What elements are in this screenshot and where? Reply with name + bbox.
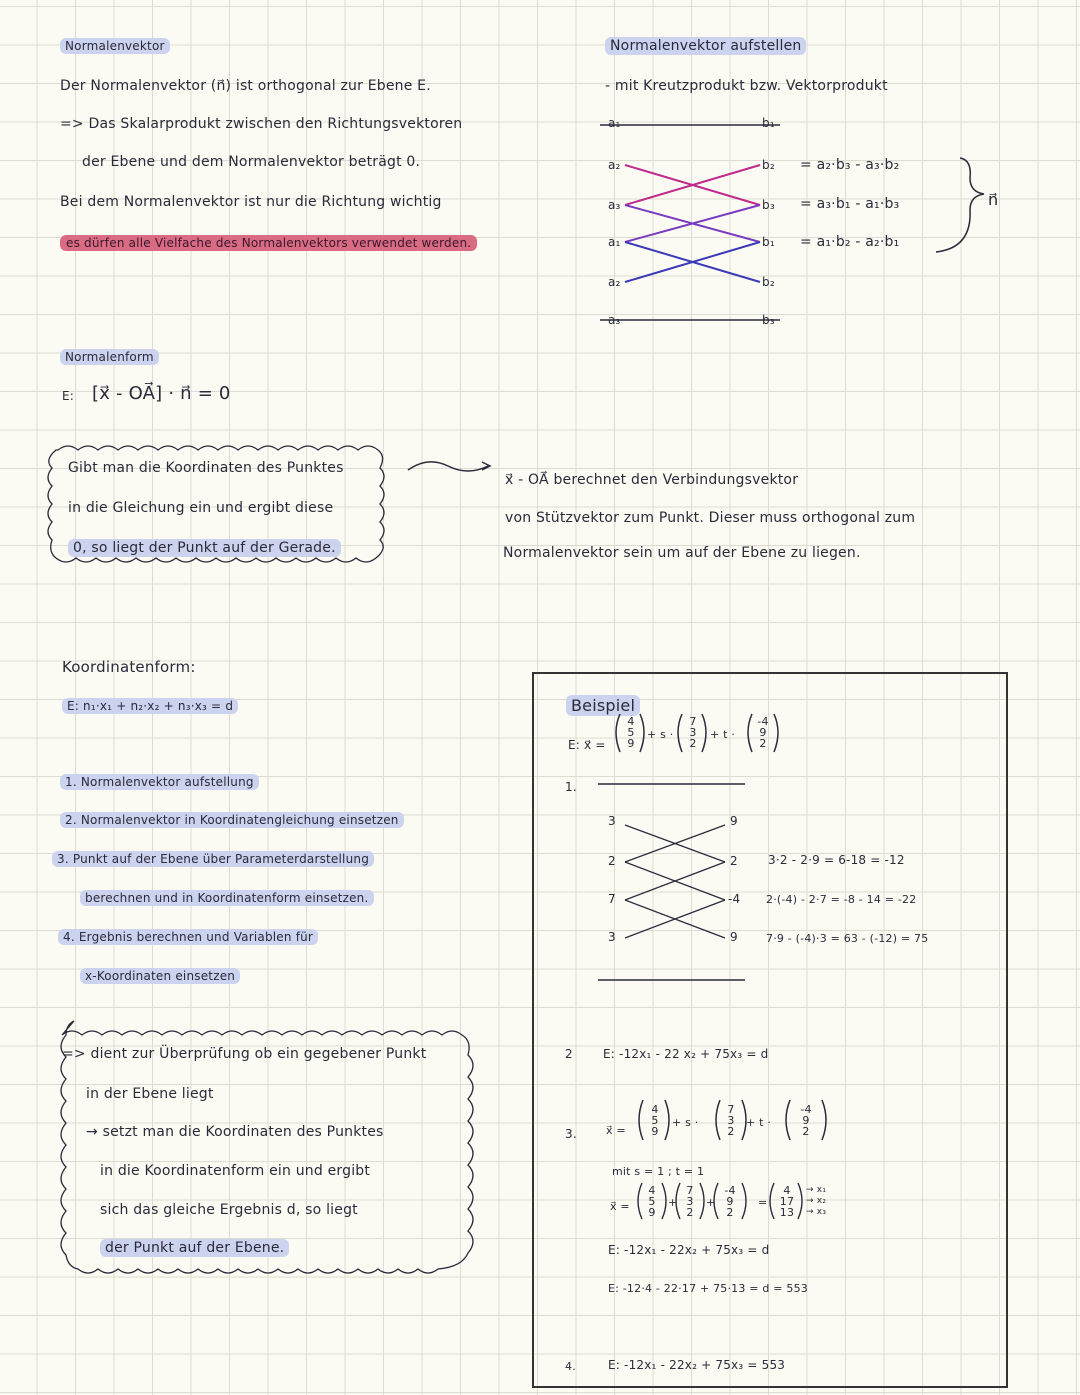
example-step-2: 2: [565, 1047, 573, 1061]
example-cross-left-3: 7: [608, 892, 616, 906]
cross-result-2: = a₃·b₁ - a₁·b₃: [800, 196, 900, 212]
cross-left-6: a₃: [608, 313, 621, 327]
koordinatenform-formula: E: n₁·x₁ + n₂·x₂ + n₃·x₃ = d: [62, 699, 238, 713]
step-4: 4. Ergebnis berechnen und Variablen für: [58, 930, 318, 944]
normalenvektor-line-1: Der Normalenvektor (n⃗) ist orthogonal zur Ebene E.: [60, 78, 431, 94]
example-sum-v1: 4 5 9: [648, 1184, 656, 1219]
example-result-vector: 4 17 13: [779, 1184, 795, 1219]
example-cross-right-2: 2: [730, 854, 738, 868]
step-1: 1. Normalenvektor aufstellung: [60, 775, 259, 789]
cross-left-5: a₂: [608, 275, 621, 289]
cross-right-6: b₃: [762, 313, 775, 327]
example-parameters: mit s = 1 ; t = 1: [612, 1165, 705, 1178]
cross-right-1: b₁: [762, 116, 775, 130]
normalenvektor-heading: Normalenvektor: [60, 39, 170, 53]
example-cross-right-4: 9: [730, 930, 738, 944]
cross-left-2: a₂: [608, 158, 621, 172]
cross-left-1: a₁: [608, 116, 621, 130]
step-4-cont: x-Koordinaten einsetzen: [80, 969, 240, 983]
aufstellen-heading: Normalenvektor aufstellen: [605, 38, 806, 54]
example-sum-v3: -4 9 2: [724, 1184, 736, 1219]
example-step-1: 1.: [565, 780, 577, 794]
example-calc-3: 7·9 - (-4)·3 = 63 - (-12) = 75: [766, 932, 929, 945]
example-eq-2: E: -12x₁ - 22 x₂ + 75x₃ = d: [603, 1047, 769, 1061]
cloud-2-line-4: in die Koordinatenform ein und ergibt: [100, 1163, 371, 1179]
example-v3: -4 9 2: [757, 715, 769, 750]
example-result-arrows: → x₁ → x₂ → x₃: [806, 1185, 827, 1217]
example-equation-prefix: E: x⃗ =: [568, 738, 606, 752]
example-eq-3b: E: -12·4 - 22·17 + 75·13 = d = 553: [608, 1282, 808, 1295]
example-v1: 4 5 9: [627, 715, 635, 750]
explanation-line-1: x⃗ - OA⃗ berechnet den Verbindungsvektor: [505, 472, 799, 488]
example-cross-left-2: 2: [608, 854, 616, 868]
plus-sign-1: +: [668, 1196, 678, 1209]
cloud-1-line-1: Gibt man die Koordinaten des Punktes: [68, 460, 344, 476]
example-v2: 7 3 2: [689, 715, 697, 750]
example-calc-1: 3·2 - 2·9 = 6-18 = -12: [768, 853, 905, 867]
example-x-prefix: x⃗ =: [606, 1124, 626, 1137]
example-eq-3a: E: -12x₁ - 22x₂ + 75x₃ = d: [608, 1243, 770, 1257]
cross-right-2: b₂: [762, 158, 775, 172]
cross-right-4: b₁: [762, 235, 775, 249]
normalenform-heading: Normalenform: [60, 350, 159, 364]
example-step3-s-label: + s ·: [672, 1116, 699, 1129]
example-cross-left-4: 3: [608, 930, 616, 944]
aufstellen-subtitle: - mit Kreutzprodukt bzw. Vektorprodukt: [605, 78, 888, 94]
example-eq-4: E: -12x₁ - 22x₂ + 75x₃ = 553: [608, 1358, 786, 1372]
example-step3-v3: -4 9 2: [800, 1103, 812, 1138]
cloud-2-line-2: in der Ebene liegt: [86, 1086, 214, 1102]
plus-sign-2: +: [706, 1196, 716, 1209]
normalenvektor-highlight-line: es dürfen alle Vielfache des Normalenvektors verwendet werden.: [60, 236, 477, 250]
example-calc-2: 2·(-4) - 2·7 = -8 - 14 = -22: [766, 893, 917, 906]
cloud-1-line-3: 0, so liegt der Punkt auf der Gerade.: [68, 540, 341, 556]
cloud-1-line-2: in die Gleichung ein und ergibt diese: [68, 500, 334, 516]
example-step-4: 4.: [565, 1360, 576, 1373]
cloud-2-line-6: der Punkt auf der Ebene.: [100, 1240, 289, 1256]
example-t-label: + t ·: [710, 728, 736, 741]
example-step3-t-label: + t ·: [746, 1116, 772, 1129]
example-step3-v1: 4 5 9: [651, 1103, 659, 1138]
explanation-line-3: Normalenvektor sein um auf der Ebene zu liegen.: [503, 545, 861, 561]
cross-result-1: = a₂·b₃ - a₃·b₂: [800, 157, 900, 173]
cloud-2-line-1: => dient zur Überprüfung ob ein gegebener Punkt: [62, 1046, 427, 1062]
cloud-2-line-3: → setzt man die Koordinaten des Punktes: [86, 1124, 384, 1140]
cloud-2-line-5: sich das gleiche Ergebnis d, so liegt: [100, 1202, 358, 1218]
cross-result-3: = a₁·b₂ - a₂·b₁: [800, 234, 900, 250]
example-step-3: 3.: [565, 1127, 577, 1141]
cross-left-4: a₁: [608, 235, 621, 249]
cross-right-5: b₂: [762, 275, 775, 289]
step-2: 2. Normalenvektor in Koordinatengleichung einsetzen: [60, 813, 404, 827]
cross-right-3: b₃: [762, 198, 775, 212]
normalenform-formula: [x⃗ - OA⃗] · n⃗ = 0: [92, 383, 231, 404]
normalenvektor-line-4: Bei dem Normalenvektor ist nur die Richtung wichtig: [60, 194, 442, 210]
example-s-label: + s ·: [647, 728, 674, 741]
example-cross-left-1: 3: [608, 814, 616, 828]
example-step3b-prefix: x⃗ =: [610, 1200, 630, 1213]
example-cross-right-1: 9: [730, 814, 738, 828]
example-step3-v2: 7 3 2: [727, 1103, 735, 1138]
equals-sign: =: [758, 1196, 768, 1209]
example-heading: Beispiel: [566, 696, 640, 715]
koordinatenform-heading: Koordinatenform:: [62, 658, 196, 676]
step-3: 3. Punkt auf der Ebene über Parameterdarstellung: [52, 852, 374, 866]
normalenvektor-line-3: der Ebene und dem Normalenvektor beträgt 0.: [82, 154, 421, 170]
example-cross-right-3: -4: [728, 892, 741, 906]
explanation-line-2: von Stützvektor zum Punkt. Dieser muss orthogonal zum: [505, 510, 916, 526]
normalenform-prefix: E:: [62, 389, 75, 403]
cross-left-3: a₃: [608, 198, 621, 212]
normalenvektor-line-2: => Das Skalarprodukt zwischen den Richtungsvektoren: [60, 116, 463, 132]
normal-vector-label: n⃗: [988, 190, 999, 209]
example-sum-v2: 7 3 2: [686, 1184, 694, 1219]
step-3-cont: berechnen und in Koordinatenform einsetzen.: [80, 891, 374, 905]
